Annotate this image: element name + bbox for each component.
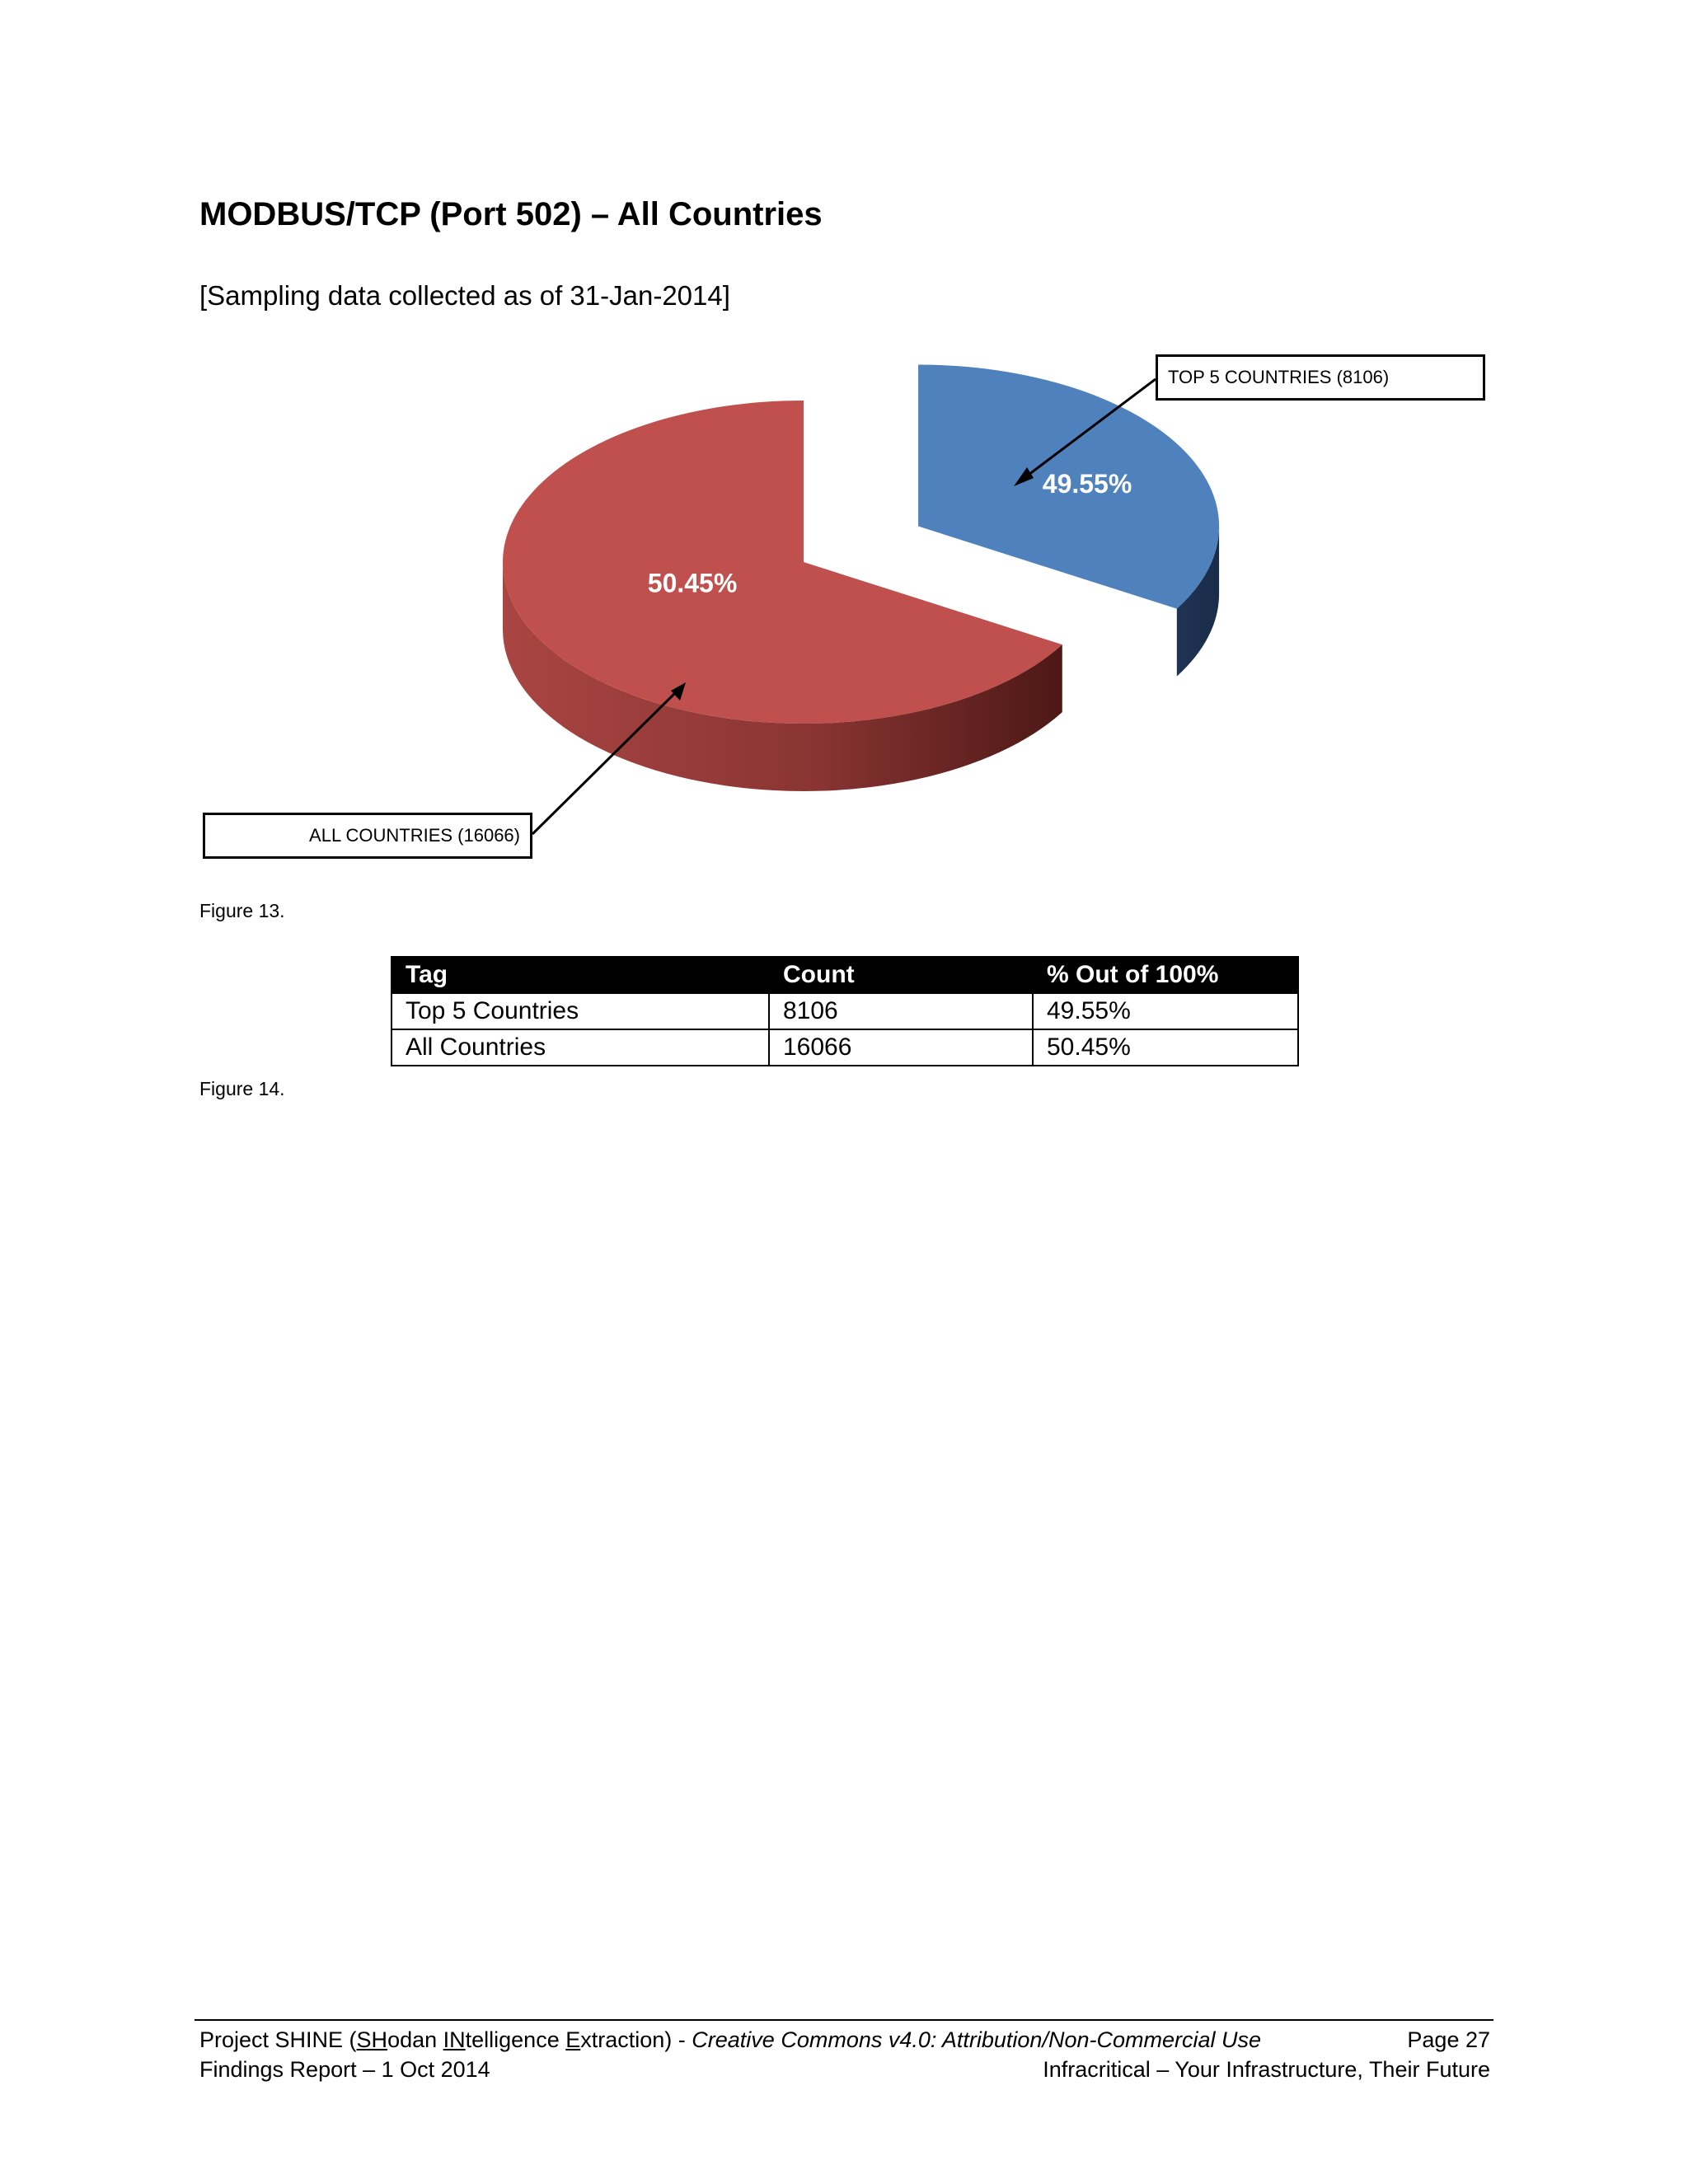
data-table bbox=[391, 956, 1299, 1066]
col-header-percent: % Out of 100% bbox=[1033, 957, 1298, 993]
page-title: MODBUS/TCP (Port 502) – All Countries bbox=[199, 196, 823, 232]
pie-chart bbox=[0, 0, 1688, 907]
cell-tag: Top 5 Countries bbox=[392, 993, 769, 1029]
cell-count: 8106 bbox=[769, 993, 1033, 1029]
footer-project-credit: Project SHINE (SHodan INtelligence Extraction) - Creative Commons v4.0: Attribution/Non-Commercial Use bbox=[199, 2027, 1262, 2052]
footer-report-date: Findings Report – 1 Oct 2014 bbox=[199, 2057, 490, 2082]
page-number: Page 27 bbox=[1407, 2027, 1490, 2052]
col-header-tag: Tag bbox=[392, 957, 769, 993]
cell-percent: 50.45% bbox=[1033, 1029, 1298, 1066]
figure-13-caption: Figure 13. bbox=[199, 900, 285, 921]
footer-tagline: Infracritical – Your Infrastructure, Their Future bbox=[1043, 2057, 1490, 2082]
callout-top-5-countries: TOP 5 COUNTRIES (8106) bbox=[1156, 354, 1485, 401]
footer-divider bbox=[195, 2019, 1493, 2021]
sampling-note: [Sampling data collected as of 31-Jan-2014] bbox=[199, 280, 730, 311]
footer-line-2 bbox=[199, 2057, 1490, 2083]
footer-line-1 bbox=[199, 2027, 1490, 2053]
footer-license: Creative Commons v4.0: Attribution/Non-Commercial Use bbox=[692, 2027, 1262, 2052]
cell-tag: All Countries bbox=[392, 1029, 769, 1066]
cell-percent: 49.55% bbox=[1033, 993, 1298, 1029]
figure-14-caption: Figure 14. bbox=[199, 1078, 285, 1099]
cell-count: 16066 bbox=[769, 1029, 1033, 1066]
pie-slice-percent-label: 49.55% bbox=[1042, 469, 1132, 499]
table-row bbox=[392, 993, 1298, 1029]
callout-all-countries: ALL COUNTRIES (16066) bbox=[203, 813, 532, 859]
table-header-row bbox=[392, 957, 1298, 993]
col-header-count: Count bbox=[769, 957, 1033, 993]
table-row bbox=[392, 1029, 1298, 1066]
pie-slice-percent-label: 50.45% bbox=[647, 568, 738, 598]
